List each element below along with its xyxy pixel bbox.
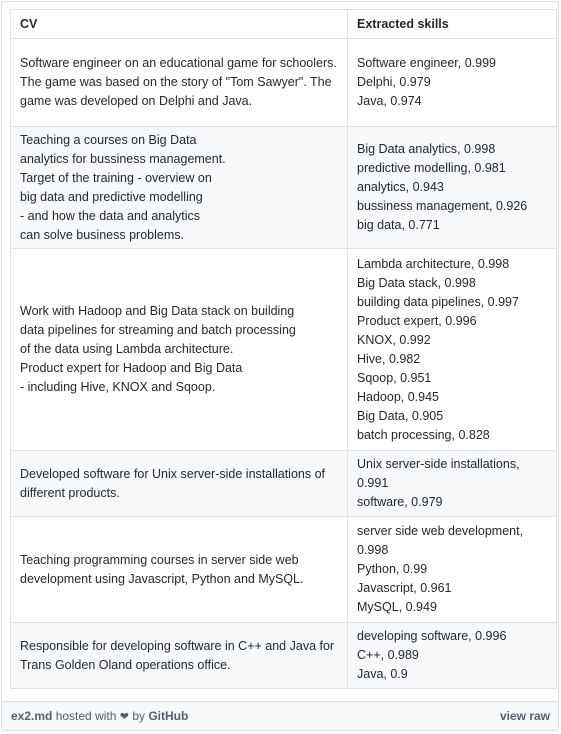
skill-item: Javascript, 0.961	[357, 581, 452, 595]
header-extracted-skills: Extracted skills	[348, 10, 557, 39]
skill-item: Hive, 0.982	[357, 351, 421, 366]
heart-icon: ❤	[119, 711, 129, 723]
cv-text: - and how the data and analytics	[20, 208, 200, 223]
cv-cell	[11, 517, 348, 623]
skill-item: building data pipelines, 0.997	[357, 294, 519, 309]
cv-cell	[11, 39, 348, 127]
cv-cell	[11, 623, 348, 689]
table-row	[11, 127, 557, 249]
cv-text: of the data using Lambda architecture.	[20, 342, 234, 356]
cv-cell	[11, 127, 348, 249]
skill-item: Java, 0.974	[357, 94, 422, 108]
cv-text: data pipelines for streaming and batch processing	[20, 323, 296, 337]
cv-text: can solve business problems.	[20, 227, 184, 242]
skill-item: Big Data, 0.905	[357, 408, 444, 423]
skill-item: batch processing, 0.828	[357, 427, 490, 442]
skill-item: Sqoop, 0.951	[357, 370, 432, 385]
gist-footer	[2, 701, 558, 730]
view-raw-link[interactable]: view raw	[499, 709, 550, 723]
cv-text: Teaching a courses on Big Data	[20, 132, 197, 147]
skill-item: Lambda architecture, 0.998	[357, 256, 510, 271]
skill-item: Software engineer, 0.999	[357, 56, 496, 70]
table-row	[11, 451, 557, 517]
skills-table	[10, 9, 557, 689]
table-header-row	[11, 10, 557, 39]
skill-item: Java, 0.9	[357, 667, 408, 681]
skills-cell	[348, 127, 557, 249]
cv-cell	[11, 249, 348, 451]
skill-item: C++, 0.989	[357, 648, 419, 662]
hosted-with-text: hosted with	[55, 709, 117, 723]
skill-item: big data, 0.771	[357, 218, 440, 232]
skill-item: Hadoop, 0.945	[357, 389, 440, 404]
skill-item: predictive modelling, 0.981	[357, 161, 506, 175]
cv-text: - including Hive, KNOX and Sqoop.	[20, 380, 216, 394]
skill-item: Delphi, 0.979	[357, 75, 431, 89]
skill-item: Big Data analytics, 0.998	[357, 142, 496, 156]
skill-item: Big Data stack, 0.998	[357, 275, 476, 290]
table-row	[11, 623, 557, 689]
cv-text: Work with Hadoop and Big Data stack on building	[20, 304, 295, 318]
skill-item: Python, 0.99	[357, 562, 428, 576]
skill-item: analytics, 0.943	[357, 180, 444, 194]
cv-text: analytics for bussiness management.	[20, 151, 226, 166]
skills-cell	[348, 451, 557, 517]
skill-item: software, 0.979	[357, 495, 443, 509]
cv-text: Teaching programming courses in server side web development using Javascript, Python and MySQL.	[20, 552, 304, 586]
cv-text: Target of the training - overview on	[20, 170, 212, 185]
skills-cell	[348, 623, 557, 689]
file-name-link[interactable]: ex2.md	[11, 709, 53, 723]
cv-text: big data and predictive modelling	[20, 189, 203, 204]
by-text: by	[132, 709, 145, 723]
cv-text: Responsible for developing software in C++ and Java for Trans Golden Oland operations office.	[20, 638, 335, 672]
table-row	[11, 517, 557, 623]
skill-item: server side web development, 0.998	[357, 524, 524, 557]
github-link[interactable]: GitHub	[148, 709, 189, 723]
skills-cell	[348, 517, 557, 623]
footer-meta	[11, 709, 188, 723]
skill-item: MySQL, 0.949	[357, 600, 437, 614]
gist-container	[1, 1, 559, 731]
skill-item: developing software, 0.996	[357, 629, 507, 643]
table-row	[11, 39, 557, 127]
cv-text: Developed software for Unix server-side installations of different products.	[20, 466, 325, 500]
skill-item: KNOX, 0.992	[357, 332, 431, 347]
header-cv: CV	[11, 10, 348, 39]
cv-text: Software engineer on an educational game for schoolers. The game was based on the story of "Tom Sawyer". The game was developed on Delphi and Java.	[20, 56, 337, 108]
cv-text: Product expert for Hadoop and Big Data	[20, 361, 243, 375]
table-row	[11, 249, 557, 451]
skill-item: Product expert, 0.996	[357, 313, 477, 328]
skills-cell	[348, 249, 557, 451]
skill-item: Unix server-side installations, 0.991	[357, 457, 520, 490]
cv-cell	[11, 451, 348, 517]
skill-item: bussiness management, 0.926	[357, 199, 528, 213]
skills-cell	[348, 39, 557, 127]
